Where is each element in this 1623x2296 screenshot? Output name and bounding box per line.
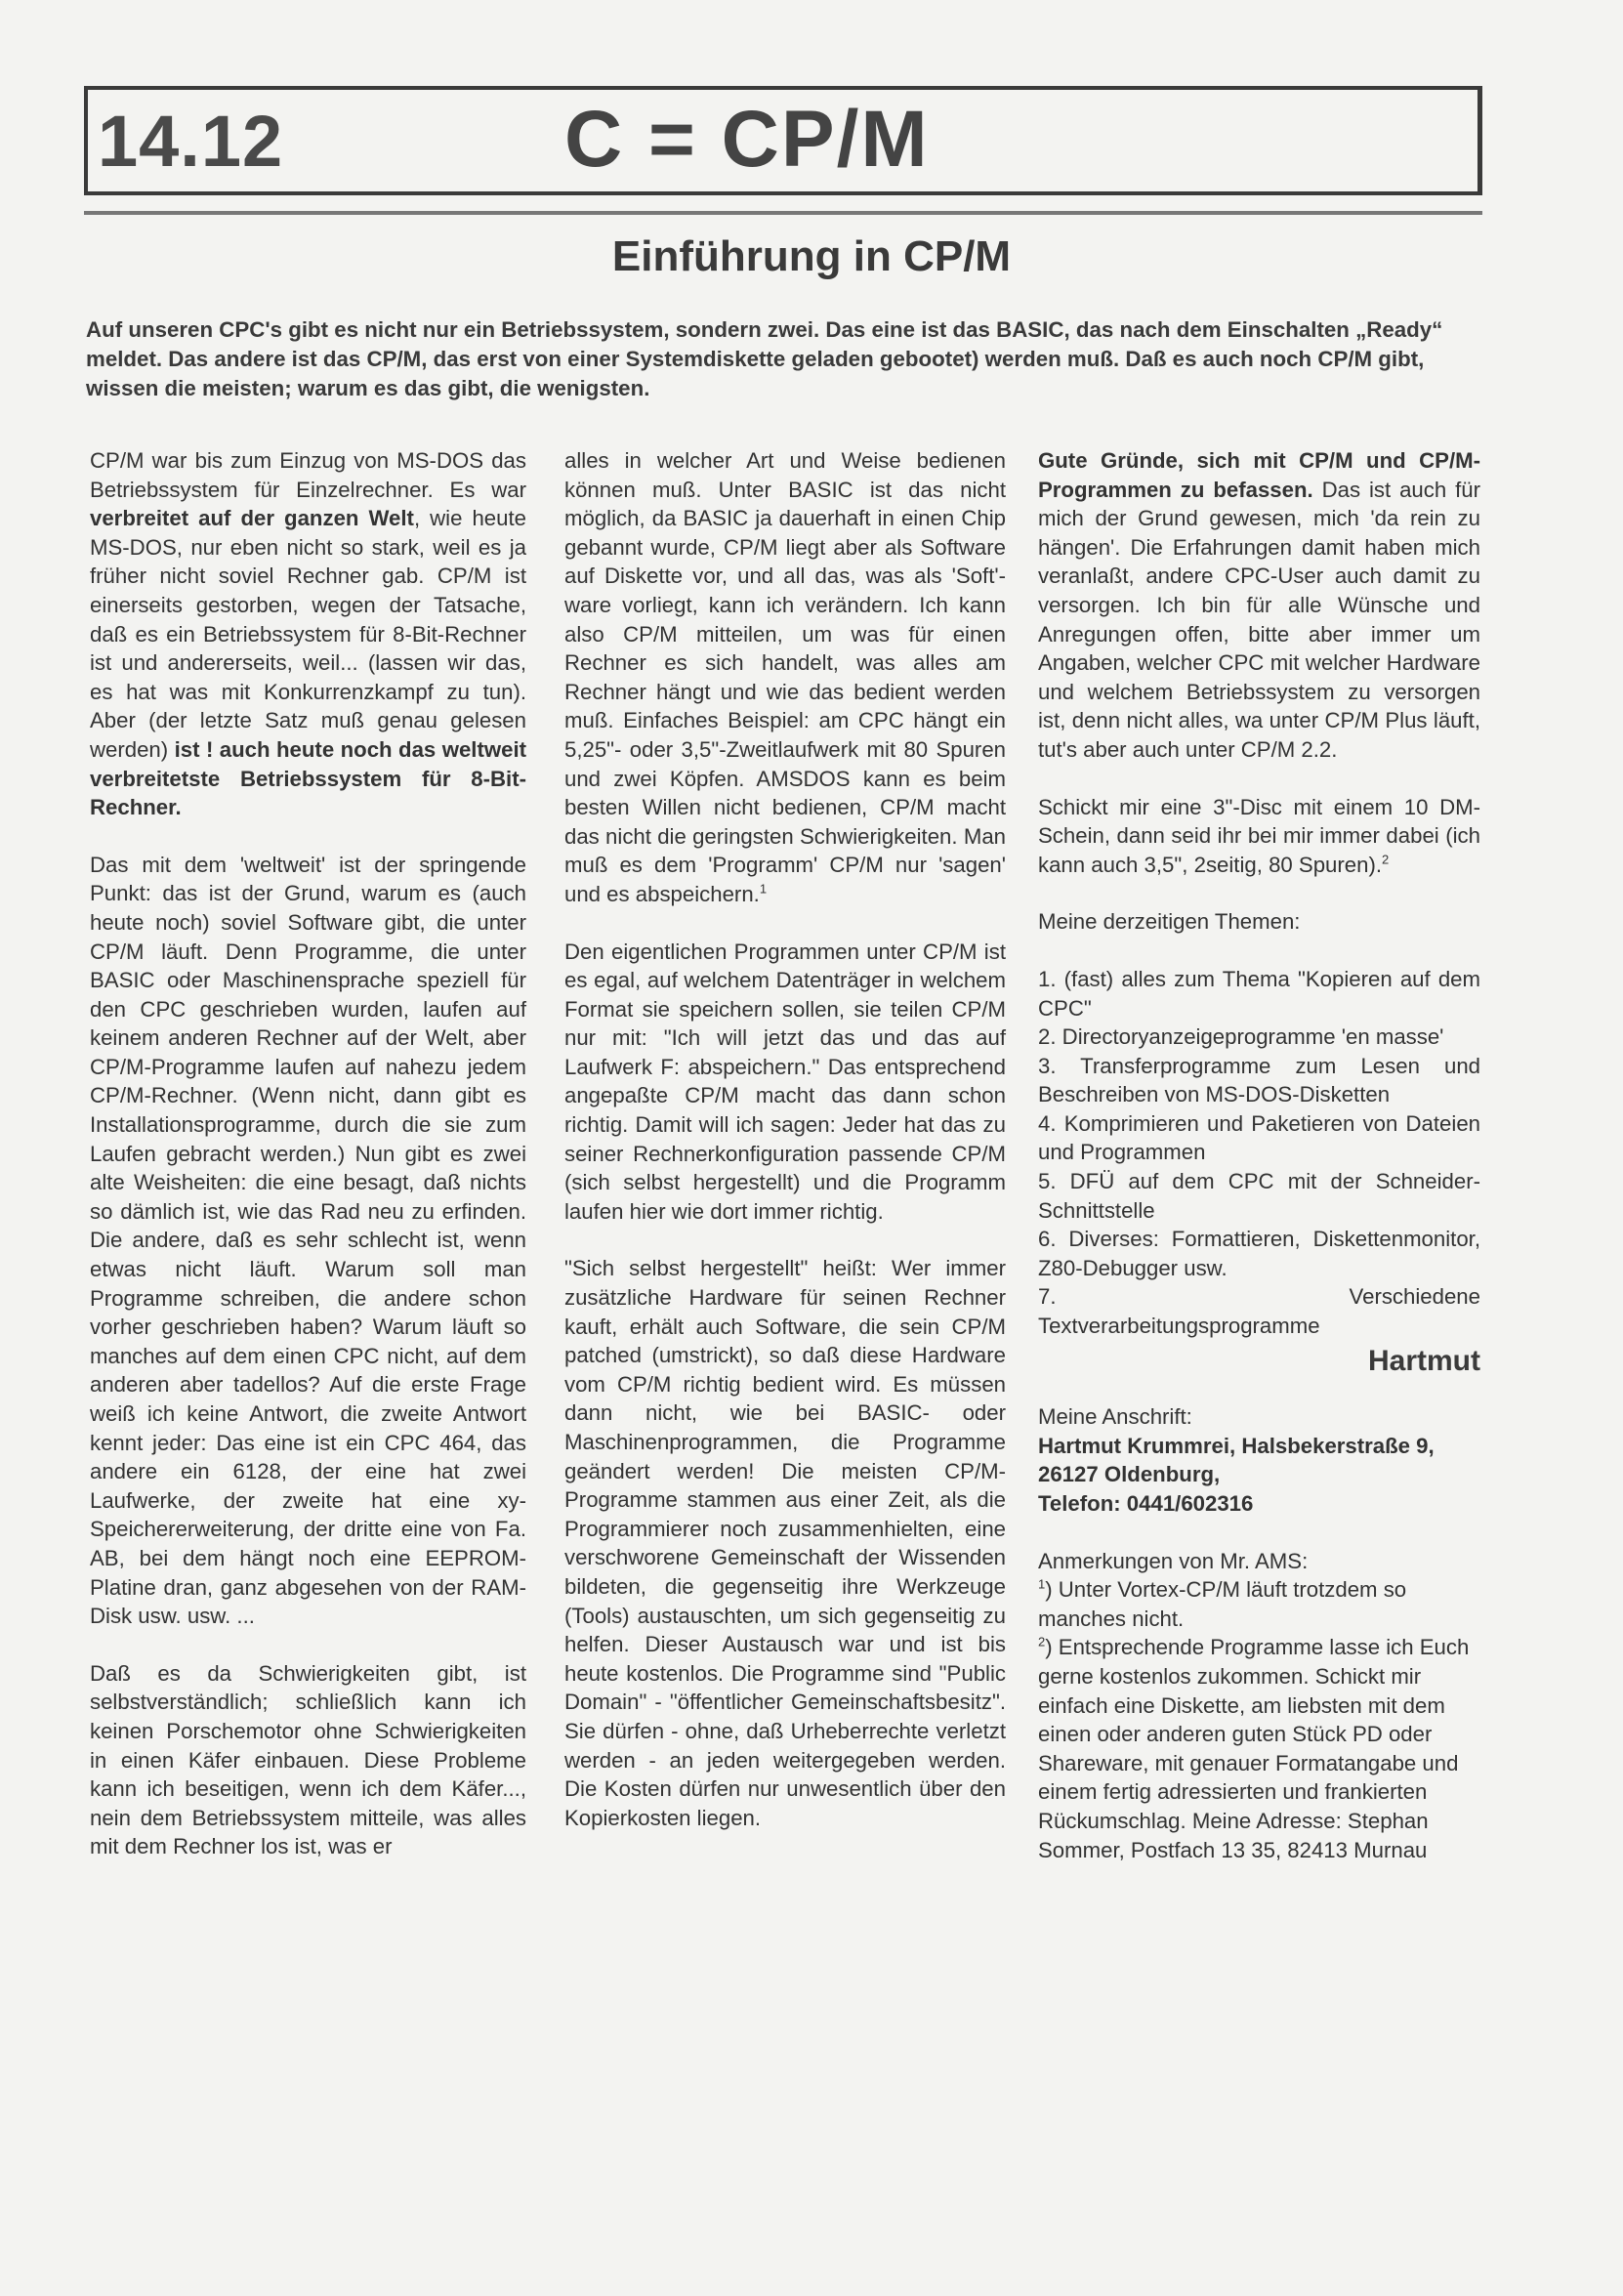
- col3-paragraph-2: [1038, 793, 1480, 880]
- col3-p2-text: Schickt mir eine 3"-Disc mit einem 10 DM-Schein, dann seid ihr bei mir immer dabei (ich kann auch 3,5", 2seitig, 80 Spuren).: [1038, 794, 1480, 877]
- section-header-box: [84, 86, 1482, 195]
- topic-item: 6. Diverses: Formattieren, Diskettenmonitor, Z80-Debugger usw.: [1038, 1227, 1480, 1280]
- address-text: Hartmut Krummrei, Halsbekerstraße 9, 26127 Oldenburg,: [1038, 1433, 1435, 1487]
- note-2-marker: 2: [1038, 1634, 1046, 1649]
- col3-paragraph-1: [1038, 446, 1480, 765]
- text-column-3: [1038, 446, 1480, 1864]
- col2-p1-text: alles in welcher Art und Weise bedienen können muß. Unter BASIC ist das nicht möglich, da BASIC ja dauerhaft in einen Chip gebannt wurde, CP/M liegt aber als Software auf Diskette vor, und all das, was als 'Soft'-ware vorliegt, kann ich verändern. Ich kann also CP/M mitteilen, um was für einen Rechner es sich handelt, was alles am Rechner hängt und wie das bedient werden muß. Einfaches Beispiel: am CPC hängt ein 5,25"- oder 3,5"-Zweitlaufwerk mit 80 Spuren und zwei Köpfen. AMSDOS kann es beim besten Willen nicht bedienen, CP/M macht das nicht die geringsten Schwierigkeiten. Man muß es dem 'Programm' CP/M nur 'sagen' und es abspeichern.: [564, 448, 1006, 906]
- col1-p1-bold-d: ist ! auch heute noch das weltweit verbreitetste Betriebssystem für 8-Bit-Rechner.: [90, 736, 527, 820]
- note-1: [1038, 1575, 1480, 1633]
- address-label: Meine Anschrift:: [1038, 1404, 1192, 1430]
- text-column-1: [90, 446, 526, 1890]
- topic-item: 1. (fast) alles zum Thema "Kopieren auf dem CPC": [1038, 966, 1480, 1021]
- phone-number: Telefon: 0441/602316: [1038, 1491, 1254, 1516]
- col2-paragraph-2: Den eigentlichen Programmen unter CP/M ist es egal, auf welchem Datenträger in welchem Format sie speichern sollen, sie teilen CP/M nur mit: "Ich will jetzt das und das auf Laufwerk F: abspeichern." Das entsprechend angepaßte CP/M macht das dann schon richtig. Damit will ich sagen: Jeder hat das zu seiner Rechnerkonfiguration passende CP/M (sich selbst hergestellt) und die Programm laufen hier wie dort immer richtig.: [564, 939, 1006, 1224]
- article-intro: Auf unseren CPC's gibt es nicht nur ein Betriebssystem, sondern zwei. Das eine ist das BASIC, das nach dem Einschalten „Ready“ meldet. Das andere ist das CP/M, das erst von einer Systemdiskette geladen gebootet) werden muß. Daß es auch noch CP/M gibt, wissen die meisten; warum es das gibt, die wenigsten.: [86, 317, 1443, 400]
- topics-list: [1038, 965, 1480, 1341]
- text-column-2: [564, 446, 1006, 1860]
- article-title: Einführung in CP/M: [611, 232, 1012, 280]
- col1-p1-bold-b: verbreitet auf der ganzen Welt: [90, 506, 414, 531]
- author-signature: Hartmut: [1367, 1344, 1480, 1377]
- col1-paragraph-2: Das mit dem 'weltweit' ist der springende Punkt: das ist der Grund, warum es (auch heute noch) soviel Software gibt, die unter CP/M läuft. Denn Programme, die unter BASIC oder Maschinensprache speziell für den CPC geschrieben wurden, laufen auf keinem anderen Rechner auf der Welt, aber CP/M-Programme laufen auf nahezu jedem CP/M-Rechner. (Wenn nicht, dann gibt es Installationsprogramme, durch die sie zum Laufen gebracht werden.) Nun gibt es zwei alte Weisheiten: die eine besagt, daß nichts so dämlich ist, wie das Rad neu zu erfinden. Die andere, daß es sehr schlecht ist, wenn etwas nicht läuft. Warum soll man Programme schreiben, die andere schon vorher geschrieben haben? Warum läuft so manches auf dem einen CPC nicht, auf dem anderen aber tadellos? Auf die erste Frage weiß ich keine Antwort, die zweite Antwort kennt jeder: Das eine ist ein CPC 464, das andere ein 6128, der eine hat zwei Laufwerke, der zweite hat eine xy-Speichererweiterung, der dritte eine von Fa. AB, bei dem hängt noch eine EEPROM-Platine dran, ganz abgesehen von der RAM-Disk usw. usw. ...: [90, 852, 526, 1629]
- notes-heading: Anmerkungen von Mr. AMS:: [1038, 1548, 1309, 1573]
- col3-p1-text: Das ist auch für mich der Grund gewesen, mich 'da rein zu hängen'. Die Erfahrungen damit haben mich veranlaßt, andere CPC-User auch damit zu versorgen. Ich bin für alle Wünsche und Anregungen offen, bitte aber immer um Angaben, welcher CPC mit welcher Hardware und welchem Betriebssystem zu versorgen ist, denn nicht alles, wa unter CP/M Plus läuft, tut's aber auch unter CP/M 2.2.: [1038, 477, 1480, 762]
- note-1-marker: 1: [1038, 1576, 1046, 1592]
- topic-item: 3. Transferprogramme zum Lesen und Beschreiben von MS-DOS-Disketten: [1038, 1053, 1480, 1107]
- topics-heading: Meine derzeitigen Themen:: [1038, 909, 1301, 935]
- footnote-ref-2: 2: [1382, 852, 1390, 867]
- col1-paragraph-1: [90, 446, 526, 822]
- col1-p1-text-c: , wie heute MS-DOS, nur eben nicht so stark, weil es ja früher nicht soviel Rechner gab. CP/M ist einerseits gestorben, wegen der Tatsache, daß es ein Betriebssystem für 8-Bit-Rechner ist und andererseits, weil... (lassen wir das, es hat was mit Konkurrenzkampf zu tun). Aber (der letzte Satz muß genau gelesen werden): [90, 506, 526, 762]
- footnote-ref-1: 1: [759, 881, 768, 897]
- col3-p1-bold: Gute Gründe, sich mit CP/M und CP/M-Programmen zu befassen.: [1038, 448, 1480, 502]
- address-block: [1038, 1402, 1480, 1518]
- topic-item: 4. Komprimieren und Paketieren von Dateien und Programmen: [1038, 1110, 1480, 1165]
- topic-item: 2. Directoryanzeigeprogramme 'en masse': [1038, 1024, 1444, 1050]
- note-2: [1038, 1633, 1480, 1864]
- col2-paragraph-3: "Sich selbst hergestellt" heißt: Wer immer zusätzliche Hardware für seinen Rechner kauft, erhält auch Software, die sein CP/M patched (umstrickt), so daß diese Hardware vom CP/M richtig bedient wird. Es müssen dann nicht, wie bei BASIC- oder Maschinenprogrammen, die Programme geändert werden! Die meisten CP/M-Programme stammen aus einer Zeit, als die Programmierer noch zusammenhielten, eine verschworene Gemeinschaft der Wissenden bildeten, die gegenseitig ihre Werkzeuge (Tools) austauschten, um sich gegenseitig zu helfen. Dieser Austausch war und ist bis heute kostenlos. Die Programme sind "Public Domain" - "öffentlicher Gemeinschaftsbesitz". Sie dürfen - ohne, daß Urheberrechte verletzt werden - an jeden weitergegeben werden. Die Kosten dürfen nur unwesentlich über den Kopierkosten liegen.: [564, 1256, 1006, 1830]
- col2-paragraph-1: [564, 446, 1006, 909]
- section-number: 14.12: [98, 101, 284, 182]
- section-title: C = CP/M: [564, 95, 930, 184]
- topic-item: 5. DFÜ auf dem CPC mit der Schneider-Schnittstelle: [1038, 1169, 1480, 1223]
- note-2-text: ) Entsprechende Programme lasse ich Euch gerne kostenlos zukommen. Schickt mir einfach eine Diskette, am liebsten mit dem einen oder anderen guten Stück PD oder Shareware, mit genauer Formatangabe und einem fertig adressierten und frankierten Rückumschlag. Meine Adresse: Stephan Sommer, Postfach 13 35, 82413 Murnau: [1038, 1635, 1470, 1862]
- note-1-text: ) Unter Vortex-CP/M läuft trotzdem so manches nicht.: [1038, 1577, 1407, 1631]
- topic-item: 7. Verschiedene Textverarbeitungsprogramme: [1038, 1284, 1480, 1339]
- notes-block: [1038, 1547, 1480, 1865]
- col1-paragraph-3: Daß es da Schwierigkeiten gibt, ist selbstverständlich; schließlich kann ich keinen Porschemotor ohne Schwierigkeiten in einen Käfer einbauen. Diese Probleme kann ich beseitigen, wenn ich dem Käfer..., nein dem Betriebssystem mitteile, was alles mit dem Rechner los ist, was er: [90, 1660, 526, 1859]
- col1-p1-text-a: CP/M war bis zum Einzug von MS-DOS das Betriebssystem für Einzelrechner. Es war: [90, 448, 526, 502]
- header-divider: [84, 211, 1482, 215]
